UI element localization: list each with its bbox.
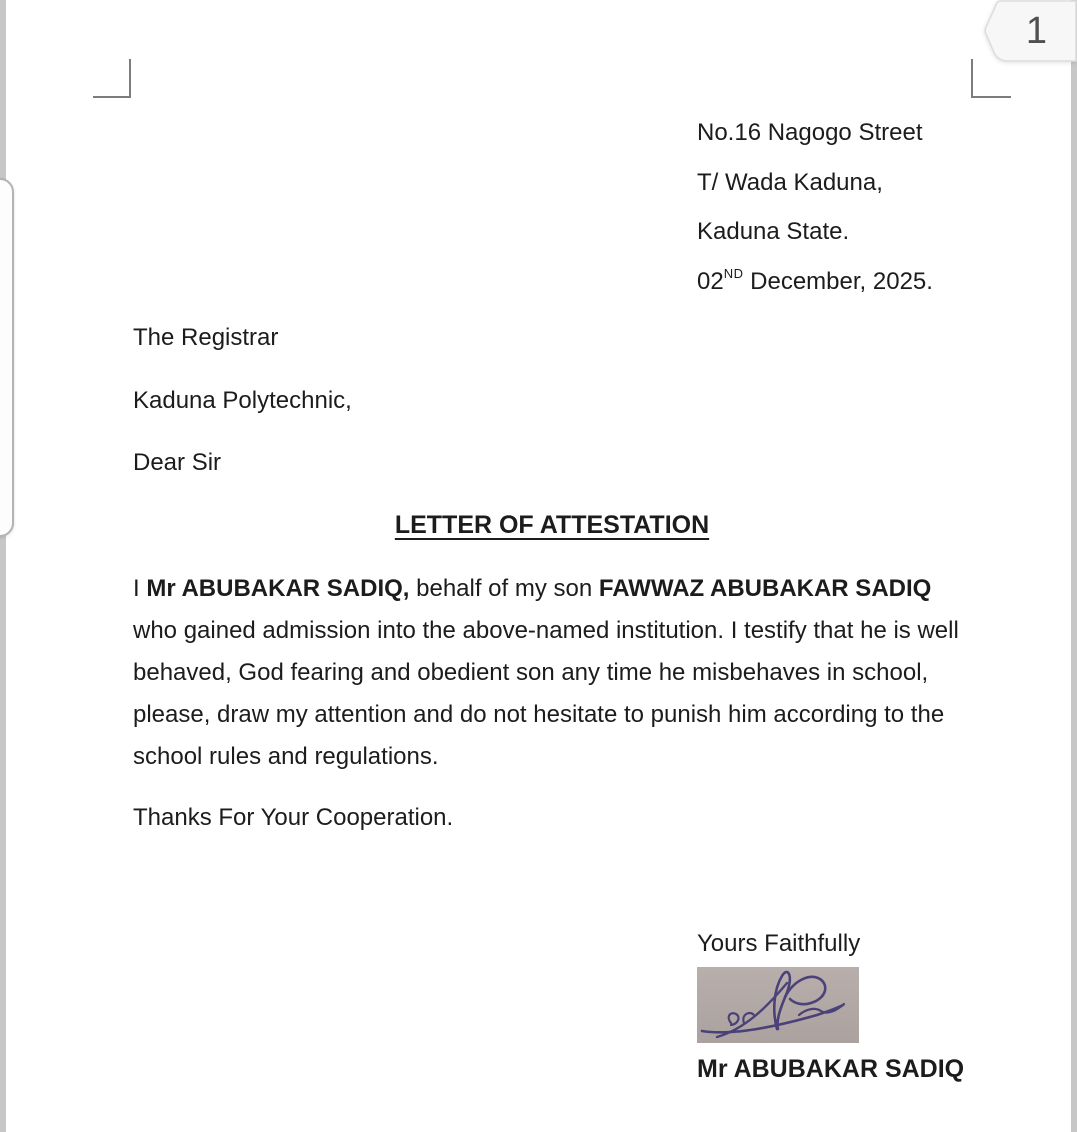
signature-image (697, 967, 859, 1043)
recipient-line-2: Kaduna Polytechnic, (133, 386, 352, 414)
letter-title-row (133, 509, 971, 542)
margin-corner-mark-top-left (93, 59, 131, 98)
body-text-segment: I (133, 575, 147, 602)
letter-title: LETTER OF ATTESTATION (394, 511, 710, 539)
date-day: 02 (697, 267, 724, 295)
address-line-1: No.16 Nagogo Street (697, 119, 923, 146)
date-ordinal: ND (723, 265, 744, 281)
sender-address-block (697, 108, 933, 309)
recipient-block (133, 307, 352, 495)
recipient-line-1: The Registrar (133, 324, 279, 351)
closing-thanks: Thanks For Your Cooperation. (133, 804, 454, 831)
page-edge-left-strip (0, 0, 6, 1132)
body-text-segment: who gained admission into the above-named institution. I testify that he is well behaved, God fearing and obedient son any time he misbehaves in school, please, draw my attention and do not hesitate to punish him according to the school rules and regulations. (133, 617, 959, 770)
handwritten-signature-icon (697, 967, 859, 1043)
page-number-label: 1 (1025, 10, 1048, 52)
signatory-name: Mr ABUBAKAR SADIQ (697, 1055, 965, 1083)
address-line-2: T/ Wada Kaduna, (697, 168, 883, 196)
letter-body-paragraph (133, 568, 975, 778)
body-text-bold-segment: FAWWAZ ABUBAKAR SADIQ (598, 575, 932, 602)
page-edge-right-strip (1071, 0, 1077, 1132)
body-text-segment: behalf of my son (409, 575, 599, 602)
body-text-bold-segment: Mr ABUBAKAR SADIQ, (146, 575, 410, 602)
margin-corner-mark-top-right (971, 59, 1011, 98)
date-rest: December, 2025. (743, 267, 933, 295)
scroll-handle[interactable] (0, 178, 14, 537)
date-line (697, 257, 933, 310)
address-line-3: Kaduna State. (697, 218, 850, 245)
salutation: Dear Sir (133, 449, 222, 476)
valediction: Yours Faithfully (697, 930, 861, 957)
page-number-badge (984, 0, 1077, 64)
